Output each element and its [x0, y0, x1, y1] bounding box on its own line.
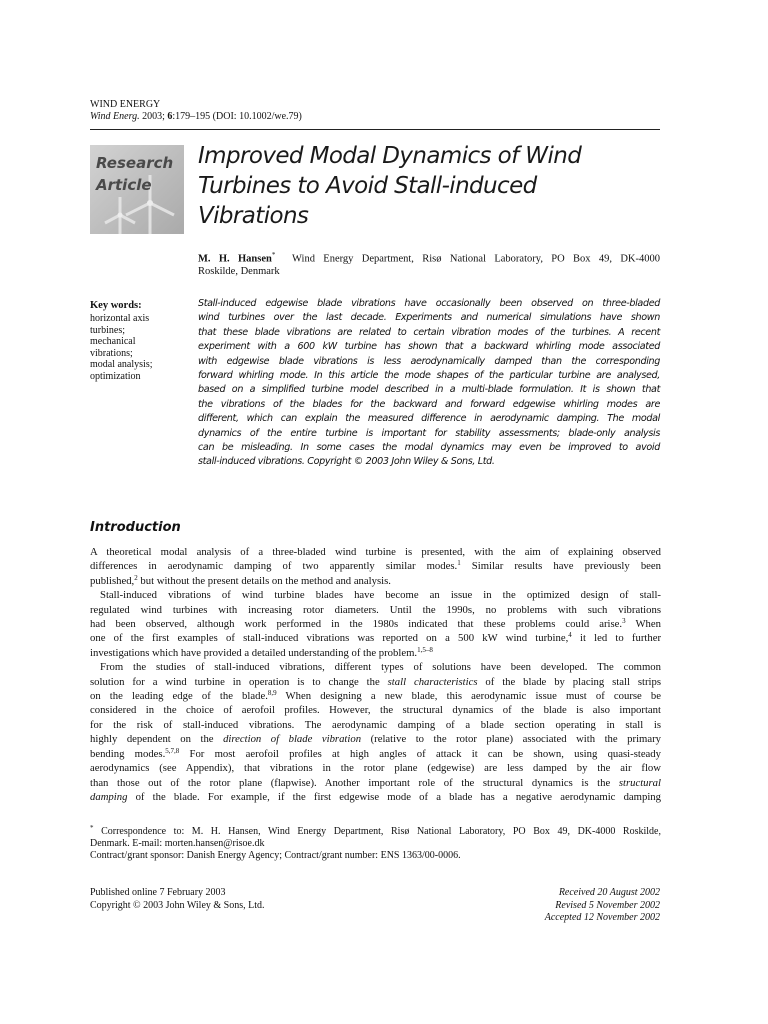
author-affiliation-2: Roskilde, Denmark: [198, 266, 280, 277]
body-line: differences in aerodynamic damping of two apparently similar modes.$^1$ Similar results have previously been: [90, 559, 661, 573]
body-line: on the leading edge of the blade.$^{8,9}$ When designing a new blade, this aerodynamic issue must of course be: [90, 689, 661, 703]
grant-line: Contract/grant sponsor: Danish Energy Agency; Contract/grant number: ENS 1363/00-0006.: [90, 850, 461, 861]
keyword-line: vibrations;: [90, 347, 133, 359]
abstract: [198, 297, 660, 470]
badge-line-1: Research: [96, 154, 174, 172]
abstract-line: with edgewise blade vibrations is less aerodynamically damped than the corresponding: [198, 355, 660, 367]
body-line: for the risk of stall-induced vibrations. The aerodynamic damping of a blade section operating in stall is: [90, 718, 661, 731]
abstract-line: can be misleading. In some cases the modal dynamics may even be improved to avoid: [198, 442, 660, 454]
section-heading-introduction: Introduction: [90, 520, 181, 535]
keywords-heading: Key words:: [90, 300, 142, 311]
received-dates: [460, 887, 660, 925]
footnote-mark: *: [90, 824, 94, 832]
published-online: Published online 7 February 2003: [90, 887, 226, 898]
body-line: considered in the choice of aerofoil profiles. However, the structural dynamics of the blade is also important: [90, 704, 661, 717]
author-name: M. H. Hansen: [198, 253, 272, 265]
abstract-line: different, which can explain the measured difference in aerodynamic damping. The modal: [198, 413, 660, 425]
author-line-1: [198, 249, 660, 266]
abstract-line: forward whirling mode. In this article the mode shapes of the particular turbine are analysed,: [198, 370, 660, 382]
body-line: investigations which have provided a detailed understanding of the problem.$^{1,5-8}$: [90, 645, 433, 659]
body-line: damping of the blade. For example, if the first edgewise mode of a blade has a negative aerodynamic damping: [90, 790, 661, 803]
keyword-line: turbines;: [90, 324, 125, 336]
body-line: highly dependent on the direction of blade vibration (relative to the rotor plane) associated with the primary: [90, 733, 661, 746]
citation-year: 2003;: [139, 110, 168, 122]
journal-name: WIND ENERGY: [90, 99, 161, 110]
introduction-body: [90, 545, 661, 804]
abstract-line: wind turbines over the last decade. Experiments and numerical simulations have shown: [198, 312, 660, 324]
badge-label: [96, 152, 173, 196]
citation-pages-doi: :179–195 (DOI: 10.1002/we.79): [172, 110, 302, 122]
keyword-line: modal analysis;: [90, 359, 153, 371]
body-line: had been observed, although work performed in the 1980s indicated that these problems could arise.$^3$ When: [90, 617, 661, 631]
abstract-line: the vibrations of the blades for the backward and forward edgewise whirling modes are: [198, 398, 660, 410]
received-date: Received 20 August 2002: [558, 887, 660, 898]
badge-line-2: Article: [96, 176, 152, 194]
abstract-line: Stall-induced edgewise blade vibrations have occasionally been observed on three-bladed: [198, 298, 660, 309]
title-line-2: Turbines to Avoid Stall-induced: [198, 173, 537, 199]
body-line: published,$^2$ but without the present details on the method and analysis.: [90, 573, 391, 587]
author-affiliation-1: Wind Energy Department, Risø National Laboratory, PO Box 49, DK-4000: [292, 253, 660, 265]
citation-volume: 6: [167, 110, 173, 122]
citation-journal: Wind Energ.: [90, 110, 140, 122]
body-line: one of the first examples of stall-induced vibrations was reported on a 500 kW wind turbine,$^4$ it led to further: [90, 631, 662, 645]
correspondence-line-1: * Correspondence to: M. H. Hansen, Wind Energy Department, Risø National Laboratory, PO Box 49, DK-4000 Roskilde,: [90, 824, 661, 837]
abstract-line: dynamics of the entire turbine is important for stability assessments; blade-only analysis: [198, 427, 660, 439]
abstract-line: experiment with a 600 kW turbine has shown that a backward whirling mode associated: [198, 341, 660, 353]
header-rule: [90, 129, 660, 130]
correspondence-line-2: Denmark. E-mail: morten.hansen@risoe.dk: [90, 838, 265, 849]
abstract-line: that these blade vibrations are related to certain vibration modes of the turbines. A recent: [198, 326, 660, 338]
body-line: solution for a wind turbine in operation is to change the stall characteristics of the blade by placing stall strips: [90, 675, 662, 688]
body-line: than those out of the rotor plane (flapwise). Another important role of the structural dynamics is the structural: [90, 776, 661, 789]
revised-date: Revised 5 November 2002: [555, 899, 660, 911]
footnotes: [90, 826, 661, 862]
body-line: A theoretical modal analysis of a three-bladed wind turbine is presented, with the aim of explaining observed: [90, 546, 661, 558]
author-block: [198, 249, 660, 279]
keyword-line: optimization: [90, 370, 141, 382]
body-line: Stall-induced vibrations of wind turbine blades have become an issue in the optimized design of stall-: [100, 589, 661, 602]
copyright: Copyright © 2003 John Wiley & Sons, Ltd.: [90, 899, 265, 911]
title-line-3: Vibrations: [198, 203, 309, 229]
body-line: From the studies of stall-induced vibrations, different types of solutions have been developed. The common: [100, 661, 661, 674]
abstract-line: stall-induced vibrations. Copyright © 2003 John Wiley & Sons, Ltd.: [198, 456, 495, 468]
author-mark: *: [271, 251, 276, 259]
keywords-list: [90, 313, 190, 383]
body-line: aerodynamics (see Appendix), that vibrations in the rotor plane (edgewise) are less damped by the air flow: [90, 762, 661, 775]
keyword-line: mechanical: [90, 336, 136, 348]
body-line: bending modes.$^{5,7,8}$ For most aerofoil profiles at high angles of attack it can be shown, using quasi-steady: [90, 746, 661, 760]
abstract-line: based on a simplified turbine model described in a multi-blade formulation. It is shown that: [198, 384, 660, 396]
keyword-line: horizontal axis: [90, 313, 150, 324]
running-header: [90, 99, 302, 122]
body-line: regulated wind turbines with increasing rotor diameters. Until the 1990s, no problems with such vibrations: [90, 603, 661, 616]
article-type-badge: [90, 145, 184, 234]
title-line-1: Improved Modal Dynamics of Wind: [198, 143, 582, 169]
paper-title: [198, 141, 668, 231]
publication-info: [90, 887, 265, 912]
accepted-date: Accepted 12 November 2002: [544, 912, 660, 923]
citation-line: [90, 111, 302, 123]
